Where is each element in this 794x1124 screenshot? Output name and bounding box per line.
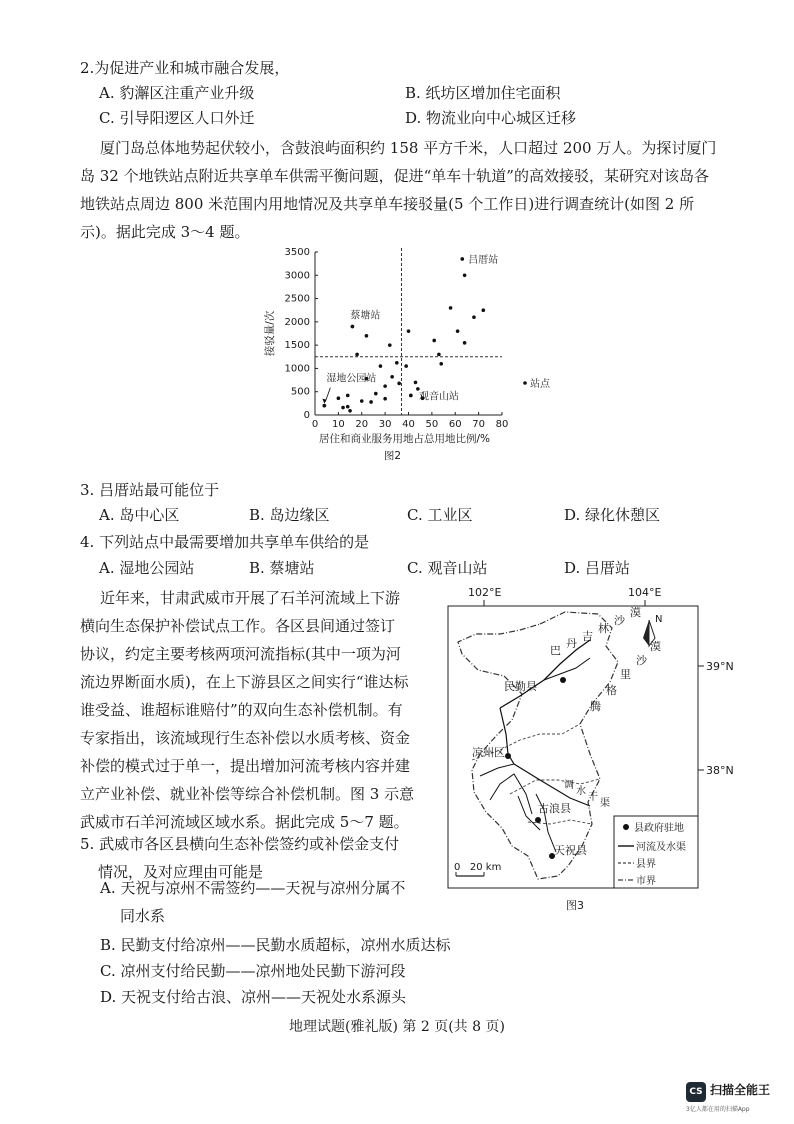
intro-q5-7 <box>80 584 440 836</box>
chart-title: 图2 <box>383 450 402 462</box>
desert-char: 里 <box>620 668 631 681</box>
data-point <box>407 329 411 333</box>
x-axis-label: 居住和商业服务用地占总用地比例/% <box>318 433 491 445</box>
data-point <box>472 315 476 319</box>
figure-3-map <box>440 584 740 914</box>
desert-char: 巴 <box>550 644 561 657</box>
legend-seat-icon <box>623 824 629 830</box>
x-tick-label: 0 <box>311 419 319 430</box>
y-tick-label: 2500 <box>284 293 310 305</box>
canal-char: 渠 <box>600 798 610 809</box>
scanner-title: 扫描全能王 <box>710 1083 771 1097</box>
data-point <box>463 273 467 277</box>
x-tick-label: 10 <box>332 419 345 430</box>
q5-option-a-line: A. 天祝与凉州不需签约——天祝与凉州分属不 <box>100 879 406 897</box>
point-label: 吕厝站 <box>468 254 499 266</box>
label-tengger <box>590 639 661 713</box>
data-point <box>374 392 378 396</box>
chart-axes <box>285 247 509 430</box>
scale-label: 0 20 km <box>454 862 502 873</box>
q2-option-c: C. 引导阳逻区人口外迁 <box>99 109 255 127</box>
q5-stem-line: 情况，及对应理由可能是 <box>98 863 264 881</box>
q5-option-d: D. 天祝支付给古浪、凉州——天祝处水系源头 <box>100 988 407 1006</box>
seat-liangzhou <box>505 753 511 759</box>
y-tick-label: 500 <box>290 386 310 398</box>
y-tick-label: 1000 <box>284 363 310 375</box>
q4-option-b: B. 蔡塘站 <box>249 559 315 577</box>
data-point <box>463 341 467 345</box>
label-tianzhu: 天祝县 <box>554 844 587 857</box>
canal-char: 水 <box>576 786 586 797</box>
intro-line: 地铁站点周边 800 米范围内用地情况及共享单车接驳量(5 个工作日)进行调查统计(如图 2 所 <box>80 195 695 213</box>
desert-char: 沙 <box>636 654 647 667</box>
data-point <box>383 397 387 401</box>
desert-char: 漠 <box>630 606 641 619</box>
data-point <box>416 387 420 391</box>
q2-stem: 2.为促进产业和城市融合发展， <box>80 59 290 77</box>
river-branch <box>544 658 590 680</box>
desert-char: 沙 <box>614 614 625 627</box>
q2-option-d: D. 物流业向中心城区迁移 <box>405 109 577 127</box>
data-point <box>397 382 401 386</box>
desert-char: 吉 <box>582 630 593 643</box>
data-point <box>456 329 460 333</box>
q4-option-c: C. 观音山站 <box>407 559 488 577</box>
y-tick-label: 3500 <box>284 247 310 258</box>
label-gulang: 古浪县 <box>538 802 571 815</box>
y-tick-label: 3000 <box>284 270 310 282</box>
x-tick-label: 80 <box>495 419 509 430</box>
river-tributary <box>490 774 532 814</box>
data-point <box>365 334 369 338</box>
data-point <box>388 343 392 347</box>
data-point <box>355 353 359 357</box>
intro-line: 谁受益、谁超标谁赔付”的双向生态补偿机制。有 <box>80 701 403 719</box>
data-point <box>360 399 364 403</box>
q5-option-a <box>100 874 460 930</box>
data-point-labeled <box>409 394 413 398</box>
x-tick-label: 30 <box>378 419 392 430</box>
data-point <box>369 400 373 404</box>
q3-option-a: A. 岛中心区 <box>99 506 180 524</box>
figure-2-scatter-chart <box>255 240 555 465</box>
intro-line: 近年来，甘肃武威市开展了石羊河流域上下游 <box>100 589 401 607</box>
desert-char: 格 <box>606 684 617 697</box>
north-label: N <box>655 614 663 625</box>
data-point <box>395 361 399 365</box>
legend-county: 县界 <box>636 859 656 870</box>
q4-option-d: D. 吕厝站 <box>564 559 631 577</box>
intro-line: 岛 32 个地铁站点附近共享单车供需平衡问题，促进“单车十轨道”的高效接驳，某研究对该岛各 <box>80 167 709 185</box>
label-liangzhou: 凉州区 <box>472 746 505 759</box>
figure-3-caption: 图3 <box>566 899 584 912</box>
river-tributary <box>480 764 514 776</box>
legend-seat: 县政府驻地 <box>634 823 684 834</box>
data-point <box>346 405 350 409</box>
data-point <box>379 364 383 368</box>
canal-char: 调 <box>564 780 574 791</box>
data-point <box>346 394 350 398</box>
x-tick-label: 20 <box>355 419 369 430</box>
data-point-labeled <box>351 325 355 329</box>
intro-line: 横向生态保护补偿试点工作。各区县间通过签订 <box>80 617 396 635</box>
north-arrow-icon <box>643 620 649 646</box>
data-point <box>390 375 394 379</box>
label-minqin: 民勤县 <box>504 680 537 693</box>
seat-minqin <box>560 677 566 683</box>
q3-stem: 3. 吕厝站最可能位于 <box>80 481 220 499</box>
y-tick-label: 2000 <box>284 316 310 328</box>
county-boundary <box>510 779 600 794</box>
legend-river: 河流及水渠 <box>636 842 686 853</box>
data-point <box>337 396 341 400</box>
q5-option-c: C. 凉州支付给民勤——凉州地处民勤下游河段 <box>100 962 406 980</box>
intro-line: 专家指出，该流域现行生态补偿以水质考核、资金 <box>80 729 411 747</box>
legend-label: 站点 <box>530 379 550 390</box>
arrow-line <box>325 388 330 402</box>
lat-label-38: 38°N <box>706 764 734 777</box>
x-tick-label: 70 <box>472 419 485 430</box>
data-point <box>482 308 486 312</box>
data-point <box>414 381 418 385</box>
desert-char: 腾 <box>590 700 601 713</box>
y-tick-label: 0 <box>303 410 310 421</box>
data-point <box>449 306 453 310</box>
desert-char: 丹 <box>566 637 577 650</box>
q4-option-a: A. 湿地公园站 <box>99 559 195 577</box>
y-tick-label: 1500 <box>284 340 310 352</box>
data-point <box>439 362 443 366</box>
point-label: 湿地公园站 <box>326 373 377 385</box>
intro-line: 补偿的模式过于单一，提出增加河流考核内容并建 <box>80 757 411 775</box>
data-point <box>341 406 345 410</box>
page-footer: 地理试题(雅礼版) 第 2 页(共 8 页) <box>289 1019 505 1035</box>
intro-line: 流边界断面水质)，在上下游县区之间实行“谁达标 <box>80 673 409 691</box>
data-point <box>383 384 387 388</box>
q2-option-a: A. 豹澥区注重产业升级 <box>99 84 255 102</box>
lat-label-39: 39°N <box>706 660 734 673</box>
intro-line: 立产业补偿、就业补偿等综合补偿机制。图 3 示意 <box>80 785 415 803</box>
data-point-labeled <box>460 257 464 261</box>
camscanner-logo-icon: CS <box>686 1082 706 1102</box>
canal-line <box>514 764 590 806</box>
intro-q3-4 <box>80 134 740 246</box>
river-tributary <box>518 796 540 830</box>
q5-option-b: B. 民勤支付给凉州——民勤水质超标，凉州水质达标 <box>100 936 451 954</box>
point-label: 蔡塘站 <box>350 310 381 322</box>
intro-line: 示)。据此完成 3～4 题。 <box>80 223 250 241</box>
q2-option-b: B. 纸坊区增加住宅面积 <box>405 84 561 102</box>
data-point <box>437 353 441 357</box>
q3-option-b: B. 岛边缘区 <box>249 506 330 524</box>
chart-labels <box>263 253 551 462</box>
y-axis-label: 接驳量/次 <box>264 310 276 357</box>
x-tick-label: 40 <box>402 419 415 430</box>
legend-marker <box>523 381 527 385</box>
x-tick-label: 50 <box>425 419 439 430</box>
desert-char: 林 <box>598 622 609 635</box>
legend-city: 市界 <box>636 876 656 887</box>
q4-stem: 4. 下列站点中最需要增加共享单车供给的是 <box>80 533 370 551</box>
intro-line: 武威市石羊河流域区域水系。据此完成 5～7 题。 <box>80 813 409 831</box>
lon-label-104: 104°E <box>628 586 662 599</box>
canal-char: 干 <box>588 792 598 803</box>
data-point <box>348 409 352 413</box>
x-tick-label: 60 <box>448 419 462 430</box>
data-point <box>432 339 436 343</box>
point-label: 观音山站 <box>418 391 459 403</box>
data-point-labeled <box>323 404 327 408</box>
seat-gulang <box>535 817 541 823</box>
desert-char: 漠 <box>650 640 661 653</box>
data-point <box>404 364 408 368</box>
chart-points <box>323 257 486 412</box>
scanner-subtitle: 3亿人都在用的扫描App <box>686 1106 750 1113</box>
river-main <box>500 640 590 708</box>
intro-line: 厦门岛总体地势起伏较小，含鼓浪屿面积约 158 平方千米，人口超过 200 万人。为探讨厦门 <box>100 139 717 157</box>
q5-stem-line: 5. 武威市各区县横向生态补偿签约或补偿金支付 <box>80 835 400 853</box>
q5-option-a-line: 同水系 <box>120 907 166 925</box>
lon-label-102: 102°E <box>468 586 502 599</box>
intro-line: 协议，约定主要考核两项河流指标(其中一项为河 <box>80 645 401 663</box>
q3-option-d: D. 绿化休憩区 <box>564 506 661 524</box>
q3-option-c: C. 工业区 <box>407 506 473 524</box>
